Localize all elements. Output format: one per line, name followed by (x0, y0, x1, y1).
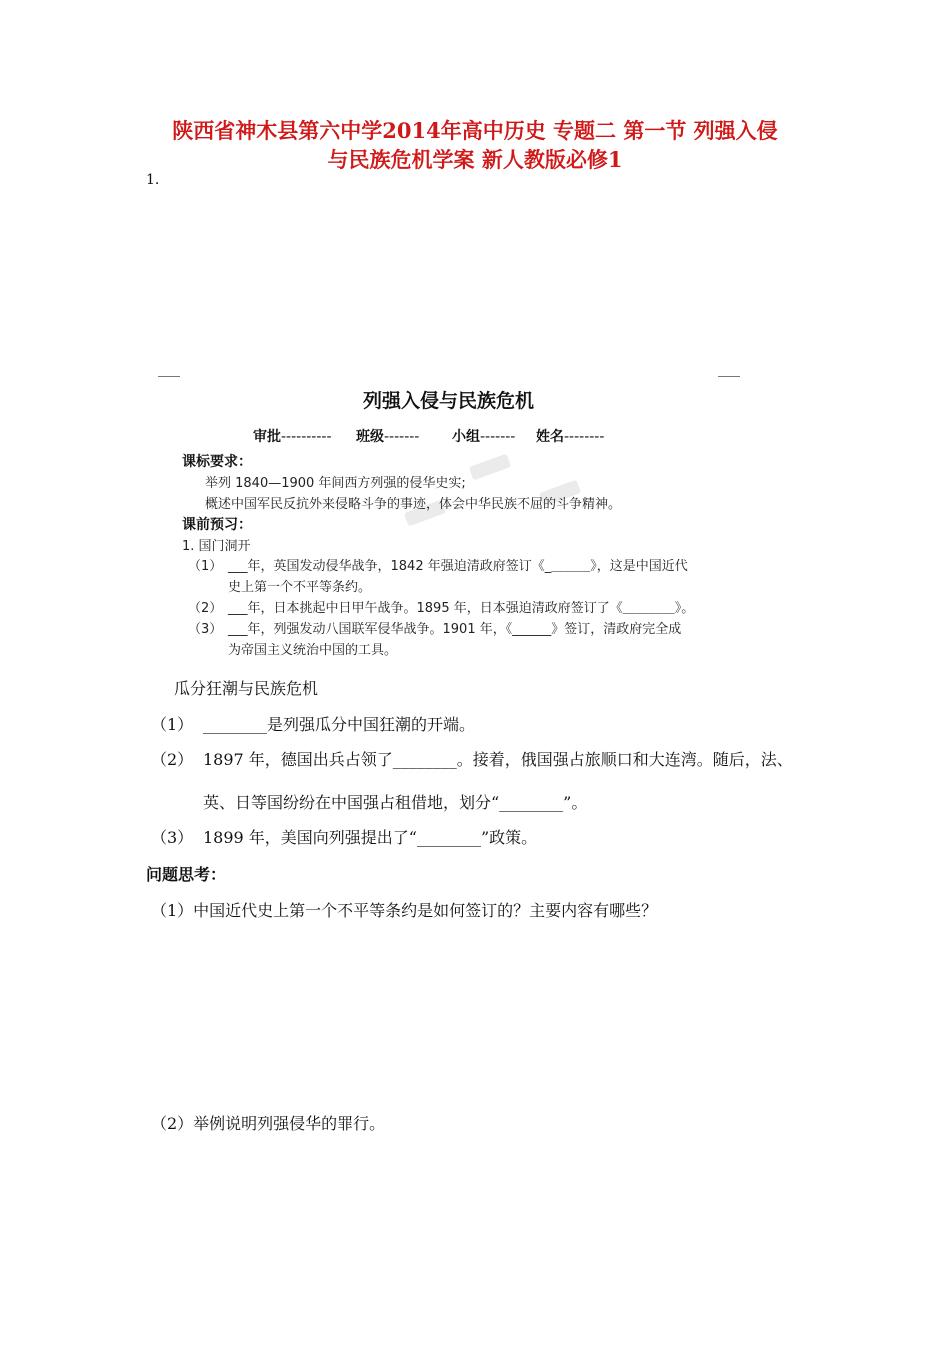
item-number: 1. (146, 172, 160, 188)
question-2: （2）举例说明列强侵华的罪行。 (151, 1114, 386, 1133)
watermark-mark (469, 454, 511, 481)
part2-item-2-text-cont: 英、日等国纷纷在中国强占租借地，划分“________”。 (203, 793, 588, 812)
part2-item-1-text: ________是列强瓜分中国狂潮的开端。 (203, 715, 476, 734)
field-group: 小组------- (452, 429, 516, 445)
question-1: （1）中国近代史上第一个不平等条约是如何签订的？主要内容有哪些？ (151, 901, 658, 920)
part2-item-1-number: （1） (151, 715, 194, 734)
corner-mark-right (718, 376, 740, 377)
section-2-heading: 瓜分狂潮与民族危机 (174, 679, 319, 698)
preview-q1-number: （1） (188, 559, 223, 574)
requirements-heading: 课标要求： (182, 454, 252, 470)
worksheet-title: 列强入侵与民族危机 (363, 390, 535, 412)
document-title-line-1: 陕西省神木县第六中学2014年高中历史 专题二 第一节 列强入侵 (172, 118, 778, 143)
requirement-item: 概述中国军民反抗外来侵略斗争的事迹，体会中华民族不屈的斗争精神。 (205, 497, 622, 512)
part2-item-3-text: 1899 年，美国向列强提出了“________”政策。 (203, 828, 538, 847)
preview-q3-text-cont: 为帝国主义统治中国的工具。 (228, 643, 398, 658)
part2-item-3-number: （3） (151, 828, 194, 847)
part2-item-2-text: 1897 年，德国出兵占领了________。接着，俄国强占旅顺口和大连湾。随后，法、 (203, 750, 793, 769)
corner-mark-left (158, 376, 180, 377)
document-title-line-2: 与民族危机学案 新人教版必修1 (327, 147, 623, 172)
questions-heading: 问题思考： (146, 865, 227, 884)
preview-q2-text: ___年，日本挑起中日甲午战争。1895 年，日本强迫清政府签订了《＿＿＿＿》。 (228, 601, 695, 616)
field-name: 姓名-------- (536, 429, 605, 445)
field-class: 班级------- (356, 429, 420, 445)
preview-q3-text: ___年，列强发动八国联军侵华战争。1901 年，《______》签订，清政府完全成 (228, 622, 682, 637)
preview-q1-text: ___年，英国发动侵华战争，1842 年强迫清政府签订《_＿＿＿》，这是中国近代 (228, 559, 688, 574)
preview-heading: 课前预习： (182, 517, 252, 533)
section-1-heading: 1. 国门洞开 (182, 539, 251, 554)
preview-q2-number: （2） (188, 601, 223, 616)
preview-q1-text-cont: 史上第一个不平等条约。 (228, 580, 372, 595)
field-approval: 审批---------- (253, 429, 332, 445)
preview-q3-number: （3） (188, 622, 223, 637)
part2-item-2-number: （2） (151, 750, 194, 769)
requirement-item: 举列 1840—1900 年间西方列强的侵华史实; (205, 476, 466, 491)
